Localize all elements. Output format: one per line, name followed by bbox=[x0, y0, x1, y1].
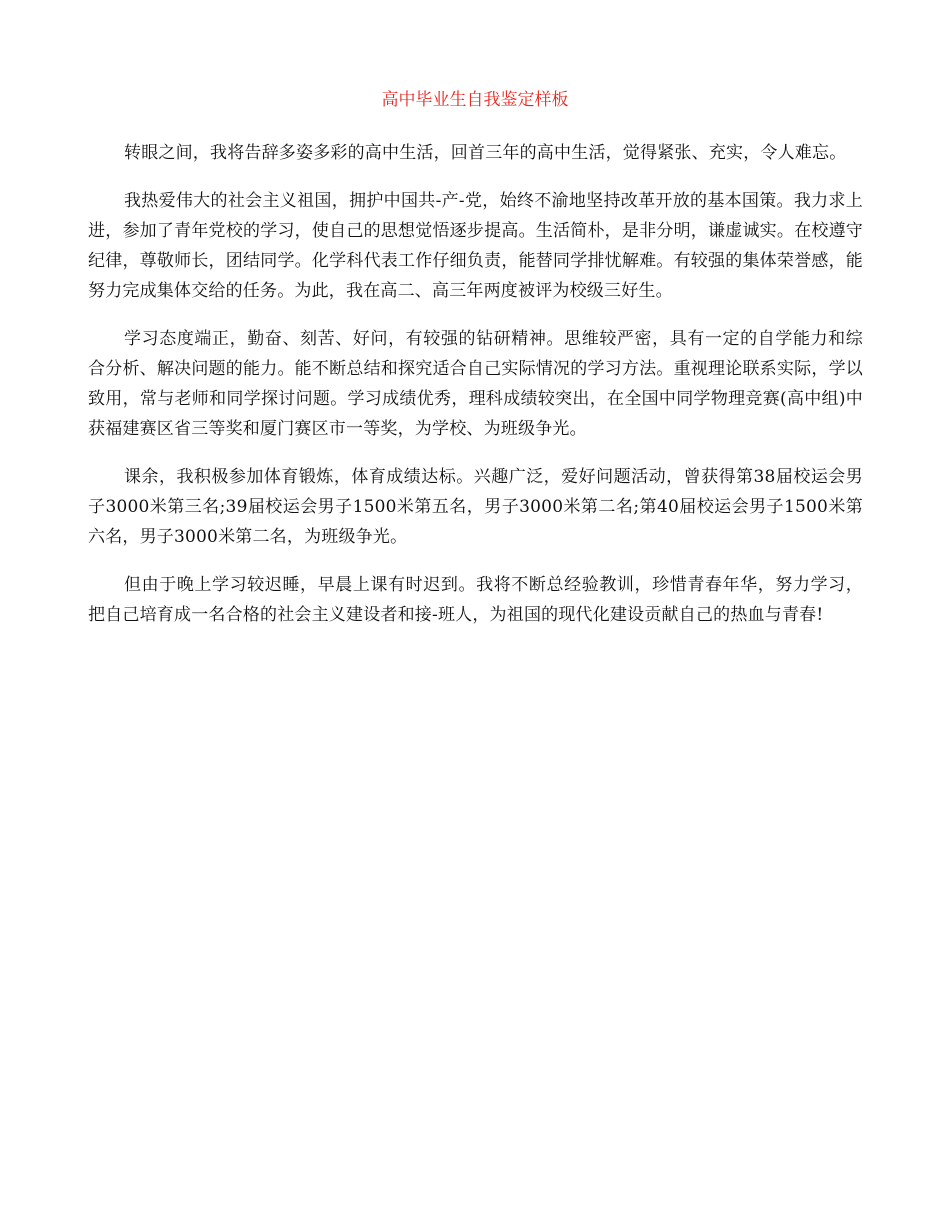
document-body bbox=[88, 138, 863, 648]
paragraph-4: 课余，我积极参加体育锻炼，体育成绩达标。兴趣广泛，爱好问题活动，曾获得第38届校运会男子3000米第三名;39届校运会男子1500米第五名，男子3000米第二名;第40届校运会男子1500米第六名，男子3000米第二名，为班级争光。 bbox=[88, 467, 863, 547]
paragraph-1: 转眼之间，我将告辞多姿多彩的高中生活，回首三年的高中生活，觉得紧张、充实，令人难忘。 bbox=[124, 143, 847, 163]
document-title: 高中毕业生自我鉴定样板 bbox=[381, 90, 569, 110]
paragraph-5: 但由于晚上学习较迟睡，早晨上课有时迟到。我将不断总经验教训，珍惜青春年华，努力学习，把自己培育成一名合格的社会主义建设者和接-班人，为祖国的现代化建设贡献自己的热血与青春! bbox=[88, 575, 863, 625]
paragraph-2: 我热爱伟大的社会主义祖国，拥护中国共-产-党，始终不渝地坚持改革开放的基本国策。我力求上进，参加了青年党校的学习，使自己的思想觉悟逐步提高。生活简朴，是非分明，谦虚诚实。在校遵守纪律，尊敬师长，团结同学。化学科代表工作仔细负责，能替同学排忧解难。有较强的集体荣誉感，能努力完成集体交给的任务。为此，我在高二、高三年两度被评为校级三好生。 bbox=[88, 191, 863, 301]
paragraph-3: 学习态度端正，勤奋、刻苦、好问，有较强的钻研精神。思维较严密，具有一定的自学能力和综合分析、解决问题的能力。能不断总结和探究适合自己实际情况的学习方法。重视理论联系实际，学以致用，常与老师和同学探讨问题。学习成绩优秀，理科成绩较突出，在全国中同学物理竞赛(高中组)中获福建赛区省三等奖和厦门赛区市一等奖，为学校、为班级争光。 bbox=[88, 329, 863, 439]
